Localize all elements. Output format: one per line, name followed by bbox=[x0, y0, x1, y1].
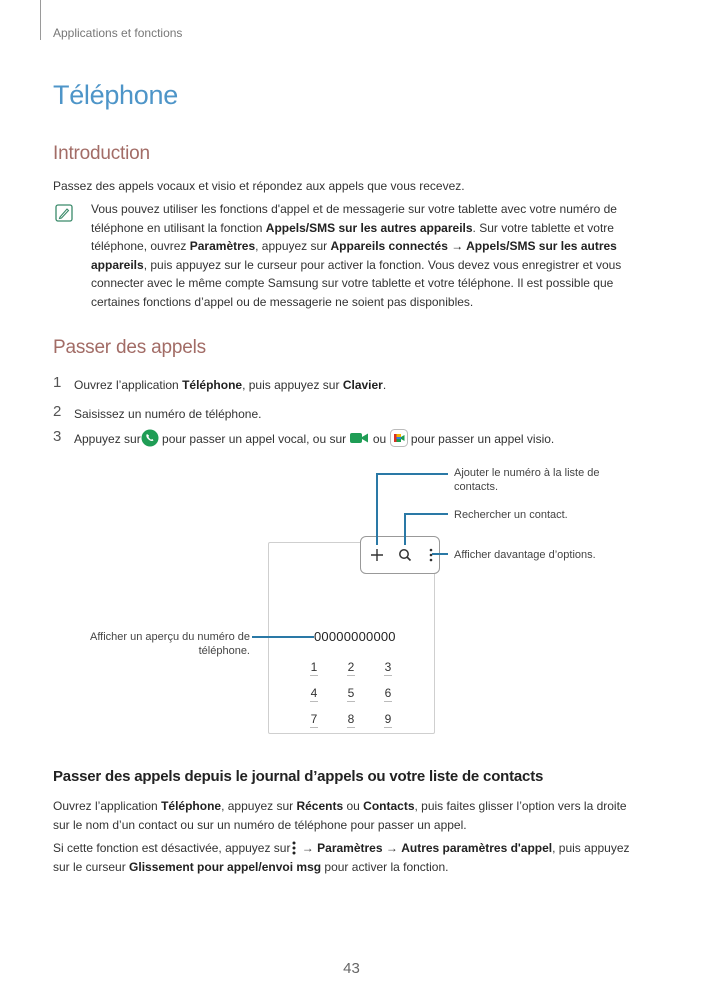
key-6[interactable]: 6 bbox=[384, 686, 392, 700]
text-line: Ouvrez l’application Téléphone, appuyez sur Récents ou Contacts, puis faites glisser l’option vers la droite bbox=[53, 799, 627, 813]
bold-term: Téléphone bbox=[182, 378, 243, 392]
step-3-number: 3 bbox=[53, 428, 62, 445]
dialed-number: 00000000000 bbox=[314, 629, 396, 644]
meet-app-icon bbox=[390, 429, 408, 447]
key-3-letters bbox=[381, 675, 395, 677]
step-3-or: ou bbox=[369, 432, 390, 447]
text-line: sur le nom d’un contact ou sur un numéro de téléphone pour passer un appel. bbox=[53, 817, 467, 832]
search-leader-horizontal bbox=[404, 513, 448, 515]
key-9[interactable]: 9 bbox=[384, 712, 392, 726]
text-line: certaines fonctions d’appel ou de messagerie ne soient pas disponibles. bbox=[91, 294, 474, 309]
annotation-preview: Afficher un aperçu du numéro de téléphone. bbox=[89, 631, 250, 657]
step-2-text: Saisissez un numéro de téléphone. bbox=[74, 407, 262, 421]
page-title: Téléphone bbox=[53, 80, 178, 110]
annotation-add: Ajouter le numéro à la liste de contacts. bbox=[454, 467, 600, 493]
bold-term: Clavier bbox=[342, 378, 383, 392]
key-7-letters bbox=[307, 727, 321, 729]
key-1-letters bbox=[307, 675, 321, 677]
key-6-letters bbox=[381, 701, 395, 703]
bold-term: Appareils connectés → Appels/SMS sur les autres bbox=[330, 239, 617, 253]
running-header: Applications et fonctions bbox=[53, 26, 183, 40]
key-2-letters bbox=[344, 675, 358, 677]
text-line: connecter avec le même compte Samsung sur votre tablette et votre téléphone. Il est possible que bbox=[91, 276, 614, 290]
note-text bbox=[91, 200, 651, 311]
key-8[interactable]: 8 bbox=[347, 712, 355, 726]
log-paragraph-2 bbox=[53, 839, 663, 876]
bold-term: Contacts bbox=[363, 799, 415, 813]
text-line: téléphone, ouvrez Paramètres, appuyez sur Appareils connectés → Appels/SMS sur les autres bbox=[91, 239, 617, 253]
key-5[interactable]: 5 bbox=[347, 686, 355, 700]
bold-term: Paramètres bbox=[189, 239, 256, 253]
bold-term: Paramètres bbox=[317, 841, 383, 855]
key-3[interactable]: 3 bbox=[384, 660, 392, 674]
bold-term: Téléphone bbox=[161, 799, 222, 813]
step-3-pre: Appuyez sur bbox=[74, 432, 141, 447]
bold-term: Glissement pour appel/envoi msg bbox=[129, 859, 322, 874]
key-5-letters bbox=[344, 701, 358, 703]
add-contact-icon[interactable] bbox=[369, 547, 385, 563]
log-p2-pre: Si cette fonction est désactivée, appuyez sur bbox=[53, 841, 291, 855]
page-number: 43 bbox=[343, 960, 360, 977]
step-3-post: pour passer un appel visio. bbox=[407, 432, 555, 447]
key-2[interactable]: 2 bbox=[347, 660, 355, 674]
bold-term: appareils bbox=[91, 257, 144, 272]
key-4-letters bbox=[307, 701, 321, 703]
calls-heading: Passer des appels bbox=[53, 337, 206, 358]
search-leader-vertical bbox=[404, 513, 406, 545]
log-heading: Passer des appels depuis le journal d’appels ou votre liste de contacts bbox=[53, 768, 544, 785]
margin-rule bbox=[40, 0, 41, 40]
key-9-letters bbox=[381, 727, 395, 729]
text-line: appareils, puis appuyez sur le curseur pour activer la fonction. Vous devez vous enregistrer et vous bbox=[91, 257, 622, 272]
step-1-text: Ouvrez l’application Téléphone, puis appuyez sur Clavier. bbox=[74, 378, 387, 392]
intro-heading: Introduction bbox=[53, 143, 150, 164]
log-p2-line1-rest: → Paramètres → Autres paramètres d'appel, puis appuyez bbox=[298, 841, 630, 855]
step-3-mid: pour passer un appel vocal, ou sur bbox=[158, 432, 350, 447]
key-7[interactable]: 7 bbox=[310, 712, 318, 726]
more-leader bbox=[432, 553, 448, 555]
preview-leader bbox=[252, 636, 314, 638]
add-leader-vertical bbox=[376, 473, 378, 545]
step-2-number: 2 bbox=[53, 403, 62, 420]
bold-term: Autres paramètres d'appel bbox=[401, 841, 553, 855]
step-3-text bbox=[74, 431, 554, 449]
key-1[interactable]: 1 bbox=[310, 660, 318, 674]
key-8-letters bbox=[344, 727, 358, 729]
log-p2-line2: sur le curseur Glissement pour appel/envoi msg pour activer la fonction. bbox=[53, 859, 449, 874]
video-call-icon bbox=[349, 431, 369, 445]
note-icon bbox=[55, 204, 73, 222]
key-4[interactable]: 4 bbox=[310, 686, 318, 700]
search-icon[interactable] bbox=[397, 547, 413, 563]
dialer-toolbar bbox=[360, 536, 440, 574]
more-options-icon-inline bbox=[290, 840, 298, 856]
step-1-number: 1 bbox=[53, 374, 62, 391]
text-line: téléphone en utilisant la fonction Appels/SMS sur les autres appareils. Sur votre tablette et votre bbox=[91, 220, 614, 235]
log-paragraph-1 bbox=[53, 797, 653, 834]
intro-text: Passez des appels vocaux et visio et répondez aux appels que vous recevez. bbox=[53, 179, 465, 193]
annotation-more: Afficher davantage d’options. bbox=[454, 549, 596, 561]
bold-term: Récents bbox=[296, 799, 344, 813]
voice-call-icon bbox=[141, 429, 159, 447]
text-line: Vous pouvez utiliser les fonctions d'appel et de messagerie sur votre tablette avec votre numéro de bbox=[91, 202, 617, 216]
add-leader-horizontal bbox=[376, 473, 448, 475]
bold-term: Appels/SMS sur les autres appareils bbox=[265, 220, 473, 235]
annotation-search: Rechercher un contact. bbox=[454, 509, 568, 521]
more-options-icon[interactable] bbox=[423, 547, 439, 563]
